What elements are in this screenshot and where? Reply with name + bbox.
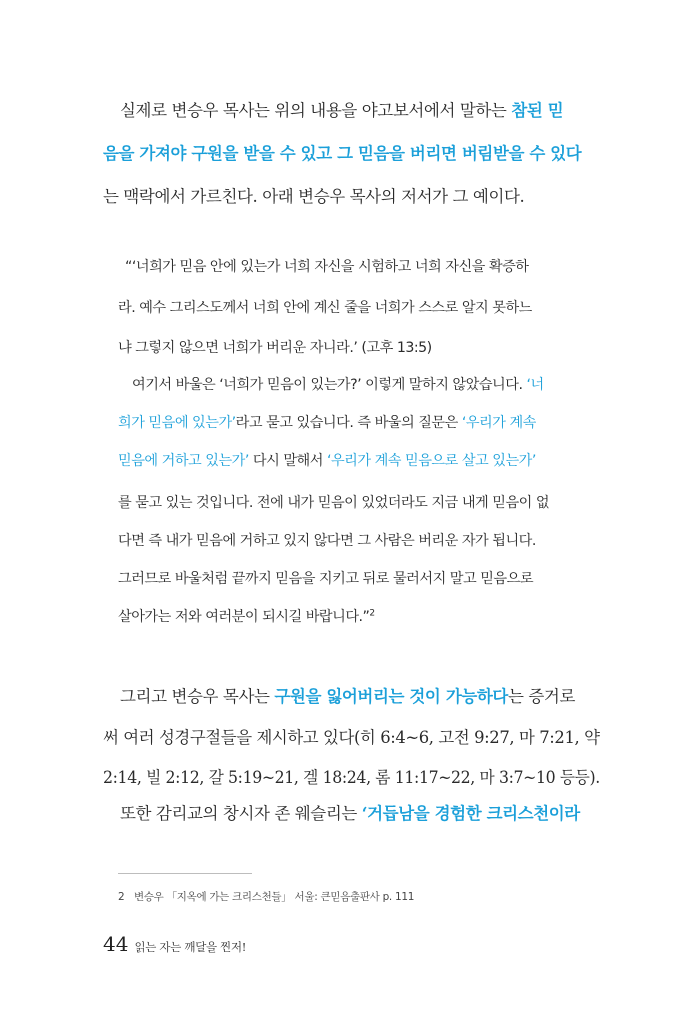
running-title: 읽는 자는 깨달을 찐저! (134, 940, 247, 954)
text-line: 또한 감리교의 창시자 존 웨슬리는 ‘거듭남을 경험한 크리스천이라 (120, 804, 580, 823)
highlight: 믿음에 거하고 있는가’ (118, 453, 249, 469)
text-line: 라. 예수 그리스도께서 너희 안에 계신 줄을 너희가 스스로 알지 못하느 (118, 300, 532, 316)
highlight: 참된 믿 (511, 101, 564, 120)
text-line: 실제로 변승우 목사는 위의 내용을 야고보서에서 말하는 참된 믿 (120, 101, 564, 120)
footnote (118, 889, 414, 904)
text-line: 믿음에 거하고 있는가’ 다시 말해서 ‘우리가 계속 믿음으로 살고 있는가’ (118, 453, 536, 469)
highlight: ‘거듭남을 경험한 크리스천이라 (361, 804, 580, 823)
text-line: 여기서 바울은 ‘너희가 믿음이 있는가?’ 이렇게 말하지 않았습니다. ‘너 (132, 377, 544, 393)
page-footer (103, 932, 246, 956)
highlight: ‘우리가 계속 (461, 415, 536, 431)
text-line: 를 묻고 있는 것입니다. 전에 내가 믿음이 있었더라도 지금 내게 믿음이 없 (118, 495, 550, 511)
highlight: ‘우리가 계속 믿음으로 살고 있는가’ (326, 453, 536, 469)
text-line: 다면 즉 내가 믿음에 거하고 있지 않다면 그 사람은 버리운 자가 됩니다. (118, 533, 536, 549)
highlight: 희가 믿음에 있는가’ (118, 415, 236, 431)
text-line: 냐 그렇지 않으면 너희가 버리운 자니라.’ (고후 13:5) (118, 340, 432, 356)
highlight: ‘너 (526, 377, 544, 393)
text-line (103, 140, 581, 164)
text-line: 희가 믿음에 있는가’라고 묻고 있습니다. 즉 바울의 질문은 ‘우리가 계속 (118, 415, 536, 431)
text-line: 써 여러 성경구절들을 제시하고 있다(히 6:4~6, 고전 9:27, 마 7:21, 약 (103, 728, 600, 747)
highlight: 음을 가져야 구원을 받을 수 있고 그 믿음을 버리면 버림받을 수 있다 (103, 144, 582, 163)
footnote-marker: 2 (369, 608, 375, 619)
text-line: 2:14, 빌 2:12, 갈 5:19~21, 겔 18:24, 롬 11:17~22, 마 3:7~10 등등). (103, 768, 600, 787)
footnote-number: 2 (118, 891, 125, 903)
text-line: 그러므로 바울처럼 끝까지 믿음을 지키고 뒤로 물러서지 말고 믿음으로 (118, 571, 534, 587)
page-number: 44 (103, 932, 129, 956)
text-line: 그리고 변승우 목사는 구원을 잃어버리는 것이 가능하다는 증거로 (120, 687, 575, 706)
highlight: 구원을 잃어버리는 것이 가능하다 (274, 687, 508, 706)
text-line: 는 맥락에서 가르친다. 아래 변승우 목사의 저서가 그 예이다. (103, 187, 525, 206)
footnote-text: 변승우 「지옥에 가는 크리스천들」 서울: 큰믿음출판사 p. 111 (134, 891, 415, 903)
text-line: 살아가는 저와 여러분이 되시길 바랍니다.”$^2$ (118, 608, 375, 625)
footnote-divider (118, 873, 252, 874)
text-line: “‘너희가 믿음 안에 있는가 너희 자신을 시험하고 너희 자신을 확증하 (125, 259, 529, 275)
